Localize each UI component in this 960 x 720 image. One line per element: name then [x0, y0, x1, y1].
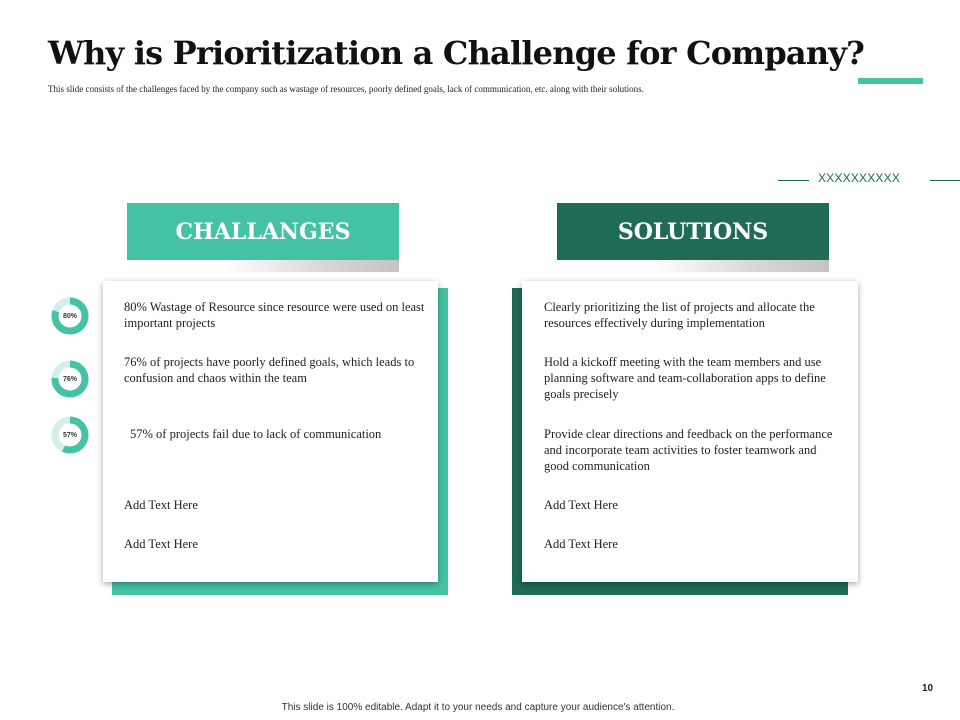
- donut-chart-3: [51, 416, 89, 454]
- slide-title: Why is Prioritization a Challenge for Company?: [48, 34, 865, 72]
- solutions-header-shadow: [652, 260, 829, 272]
- challenges-header: [127, 203, 399, 260]
- challenge-item-4: Add Text Here: [124, 498, 198, 512]
- donut-chart-1: [51, 297, 89, 335]
- decorative-x-pattern: XXXXXXXXXX: [818, 171, 901, 185]
- decorative-line-right: [930, 180, 960, 181]
- challenge-item-5: Add Text Here: [124, 537, 198, 551]
- solutions-header: [557, 203, 829, 260]
- solution-item-1: Clearly prioritizing the list of projects and allocate the resources effectively during implementation: [544, 300, 815, 330]
- solution-item-2: Hold a kickoff meeting with the team members and use planning software and team-collaboration apps to define goals precisely: [544, 355, 826, 401]
- challenges-header-shadow: [222, 260, 399, 272]
- donut-label-1: 80%: [62, 312, 77, 320]
- challenge-item-3: 57% of projects fail due to lack of communication: [130, 427, 382, 441]
- solutions-header-label: SOLUTIONS: [617, 218, 769, 245]
- challenge-item-2: 76% of projects have poorly defined goals, which leads to confusion and chaos within the team: [124, 355, 415, 385]
- challenges-header-label: CHALLANGES: [175, 218, 351, 245]
- decorative-line-left: [778, 180, 809, 181]
- footer-note: This slide is 100% editable. Adapt it to your needs and capture your audience's attention.: [281, 702, 675, 713]
- solution-item-3: Provide clear directions and feedback on the performance and incorporate team activities to foster teamwork and good communication: [544, 427, 833, 473]
- donut-label-3: 57%: [62, 431, 77, 439]
- donut-label-2: 76%: [62, 375, 77, 383]
- slide-subtitle: This slide consists of the challenges faced by the company such as wastage of resources, poorly defined goals, lack of communication, etc. along with their solutions.: [48, 84, 644, 94]
- challenge-item-1: 80% Wastage of Resource since resource were used on least important projects: [124, 300, 425, 330]
- page-number: 10: [922, 683, 934, 694]
- solution-item-4: Add Text Here: [544, 498, 618, 512]
- solution-item-5: Add Text Here: [544, 537, 618, 551]
- donut-chart-2: [51, 360, 89, 398]
